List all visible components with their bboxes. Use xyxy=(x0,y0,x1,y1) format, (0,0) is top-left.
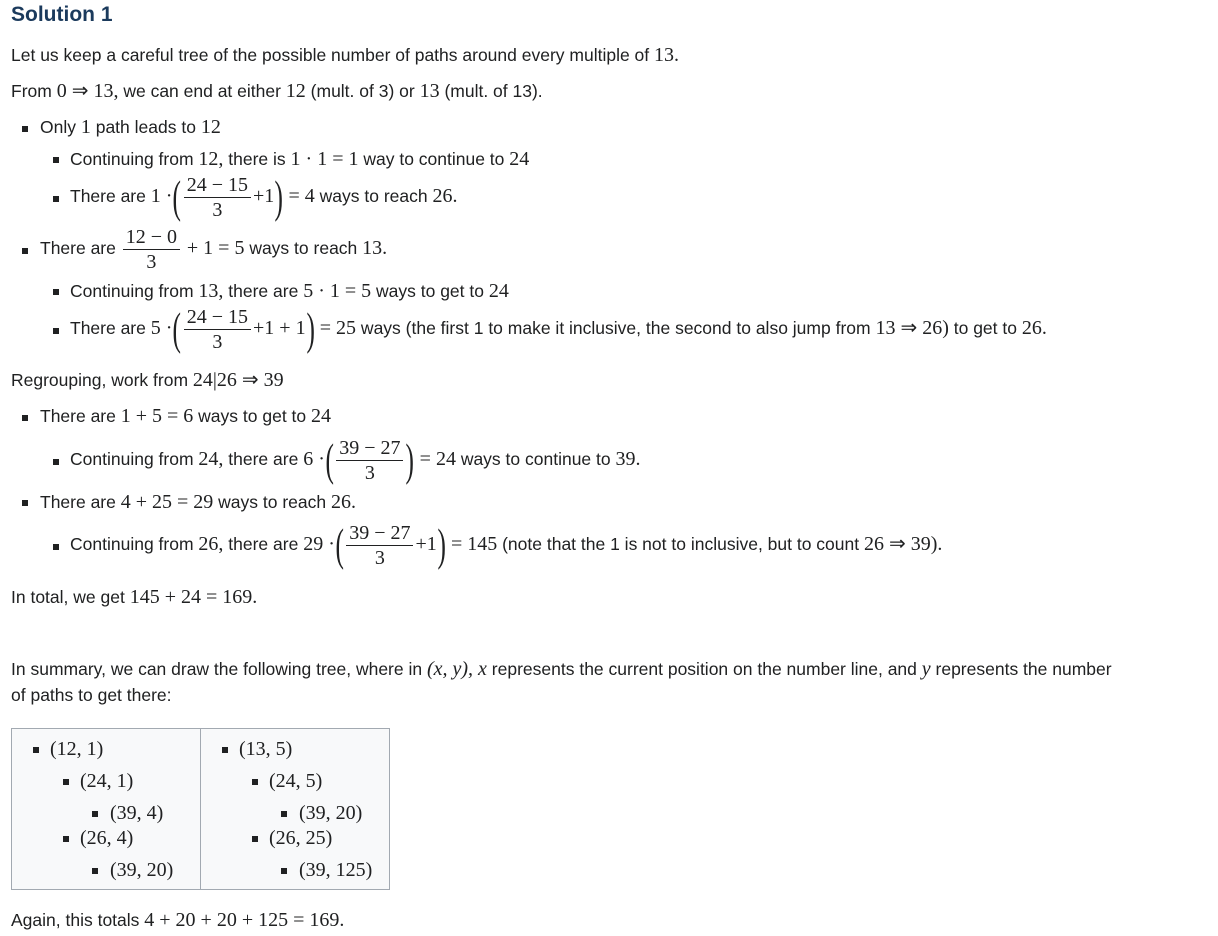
tree-node: (39, 20) xyxy=(110,859,174,881)
total-line: In total, we get 145 + 24 = 169. xyxy=(11,586,258,608)
tree-node: (26, 25) xyxy=(269,827,333,849)
regroup-line: Regrouping, work from 24|26 ⇒ 39 xyxy=(11,369,284,391)
bullet-icon xyxy=(63,779,69,785)
bullet-icon xyxy=(22,248,28,254)
bullet-icon xyxy=(53,289,59,295)
bullet-icon xyxy=(281,868,287,874)
bullet-icon xyxy=(53,157,59,163)
list-item: Continuing from 13, there are 5 · 1 = 5 ways to get to 24 xyxy=(70,280,509,302)
tree-node: (24, 1) xyxy=(80,770,134,792)
intro-line-2: From 0 ⇒ 13, we can end at either 12 (mult. of 3) or 13 (mult. of 13). xyxy=(11,80,543,102)
bullet-icon xyxy=(92,868,98,874)
tree-node: (39, 20) xyxy=(299,802,363,824)
tree-node: (12, 1) xyxy=(50,738,104,760)
bullet-icon xyxy=(222,747,228,753)
bullet-icon xyxy=(281,811,287,817)
list-item: Continuing from 24, there are 6 ·( $\frac{39 - 27}{3}$ ) = 24 ways to continue to 39. xyxy=(70,434,641,486)
bullet-icon xyxy=(33,747,39,753)
tree-node: (24, 5) xyxy=(269,770,323,792)
bullet-icon xyxy=(92,811,98,817)
bullet-icon xyxy=(53,544,59,550)
solution-heading: Solution 1 xyxy=(11,3,113,26)
bullet-icon xyxy=(22,500,28,506)
bullet-icon xyxy=(22,126,28,132)
summary-tree-table xyxy=(11,728,390,890)
list-item: Continuing from 12, there is 1 · 1 = 1 way to continue to 24 xyxy=(70,148,530,170)
intro-line-1: Let us keep a careful tree of the possible number of paths around every multiple of 13. xyxy=(11,44,680,66)
bullet-icon xyxy=(53,328,59,334)
list-item: There are 5 ·( $\frac{24 - 15}{3}$ +1 + 1) = 25 ways (the first 1 to make it inclusive, the second to also jump from 13 ⇒ 26) to get to 26. xyxy=(70,303,1047,355)
tree-node: (13, 5) xyxy=(239,738,293,760)
list-item: There are 1 + 5 = 6 ways to get to 24 xyxy=(40,405,331,427)
bullet-icon xyxy=(53,459,59,465)
tree-node: (39, 125) xyxy=(299,859,373,881)
summary-line-2: of paths to get there: xyxy=(11,685,172,705)
list-item: There are $\frac{12 - 0}{3}$ + 1 = 5 ways to reach 13. xyxy=(40,225,388,273)
bullet-icon xyxy=(22,415,28,421)
list-item: Continuing from 26, there are 29 ·( $\frac{39 - 27}{3}$ +1) = 145 (note that the 1 is not to inclusive, but to count 26 ⇒ 39). xyxy=(70,519,943,571)
list-item: Only 1 path leads to 12 xyxy=(40,116,221,138)
bullet-icon xyxy=(53,196,59,202)
list-item: There are 4 + 25 = 29 ways to reach 26. xyxy=(40,491,356,513)
final-line: Again, this totals 4 + 20 + 20 + 125 = 169. xyxy=(11,909,345,931)
tree-node: (39, 4) xyxy=(110,802,164,824)
bullet-icon xyxy=(63,836,69,842)
bullet-icon xyxy=(252,779,258,785)
bullet-icon xyxy=(252,836,258,842)
summary-line-1: In summary, we can draw the following tree, where in (x, y), x represents the current position on the number line, and y represents the number xyxy=(11,658,1112,680)
tree-node: (26, 4) xyxy=(80,827,134,849)
list-item: There are 1 ·( $\frac{24 - 15}{3}$ +1) = 4 ways to reach 26. xyxy=(70,171,458,223)
